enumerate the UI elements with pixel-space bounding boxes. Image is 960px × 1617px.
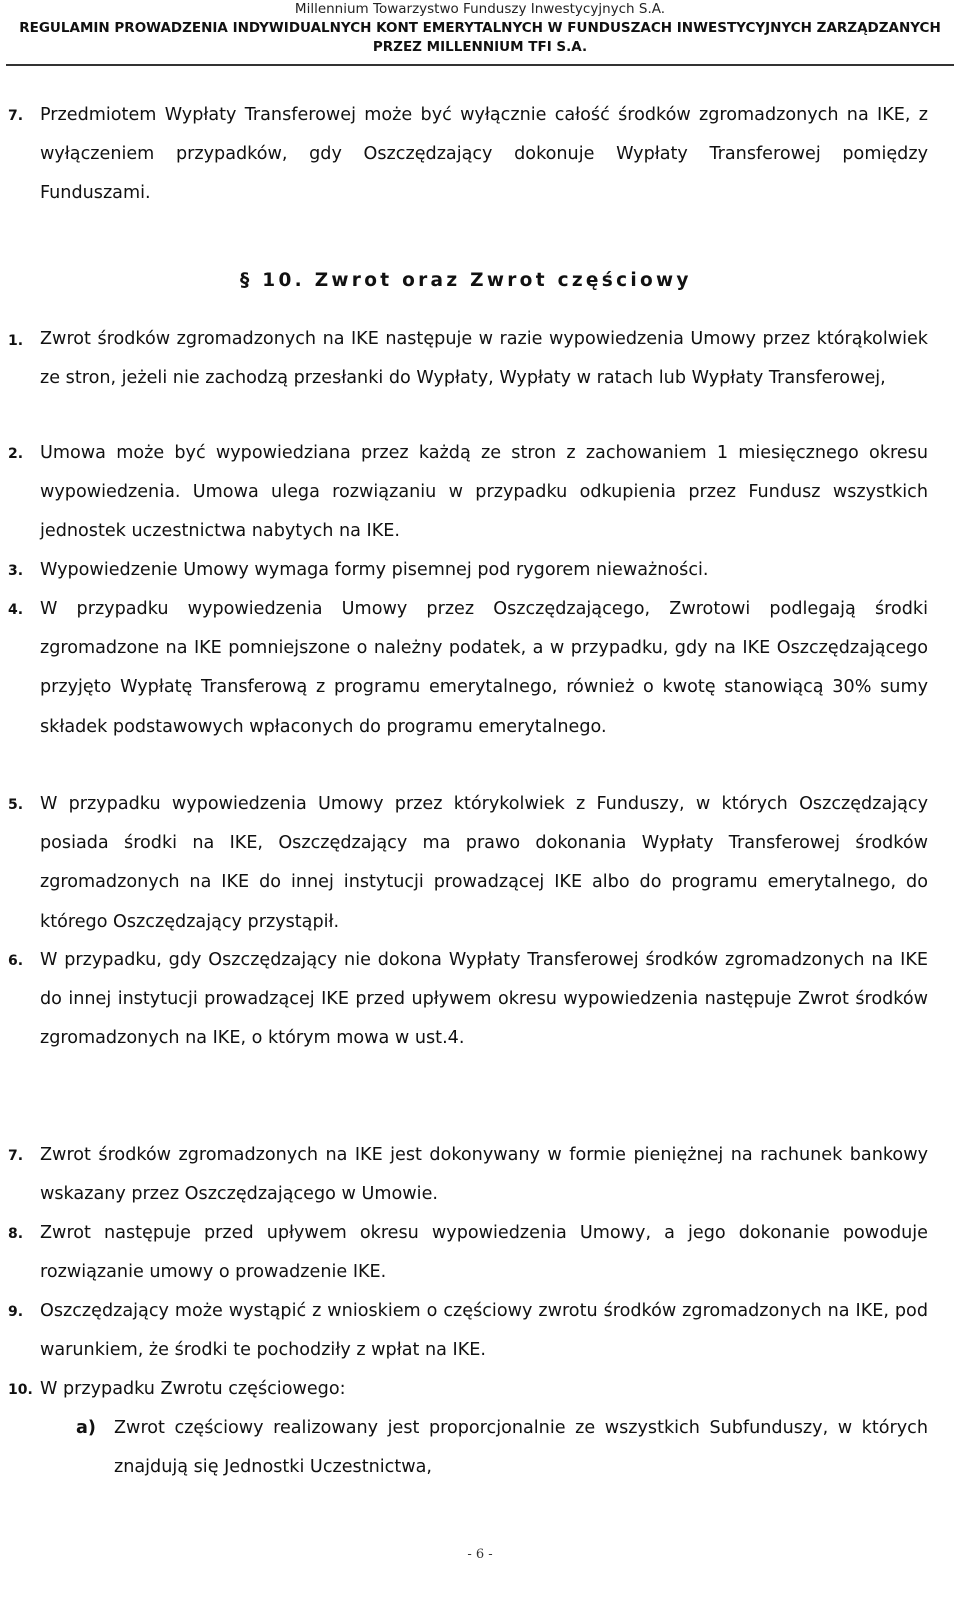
document-title-line1: REGULAMIN PROWADZENIA INDYWIDUALNYCH KONT EMERYTALNYCH W FUNDUSZACH INWESTYCYJNYCH ZARZĄDZANYCH [19, 20, 941, 36]
list-item-number: 8. [8, 1226, 24, 1242]
list-item-number: 10. [8, 1382, 33, 1398]
list-item-text: Wypowiedzenie Umowy wymaga formy pisemnej pod rygorem nieważności. [40, 560, 709, 580]
list-item-text: W przypadku wypowiedzenia Umowy przez Oszczędzającego, Zwrotowi podlegają środki zgromadzone na IKE pomniejszone o należny podatek, a w przypadku, gdy na IKE Oszczędzającego przyjęto Wypłatę Transferową z programu emerytalnego, również o kwotę stanowiącą 30% sumy składek podstawowych wpłaconych do programu emerytalnego. [40, 599, 928, 737]
page-header [0, 0, 960, 57]
list-item-text: Zwrot środków zgromadzonych na IKE następuje w razie wypowiedzenia Umowy przez którąkolwiek ze stron, jeżeli nie zachodzą przesłanki do Wypłaty, Wypłaty w ratach lub Wypłaty Transferowej, [40, 329, 928, 389]
list-item-number: 3. [8, 563, 24, 579]
list-item-number: 4. [8, 602, 24, 618]
list-item-text: Zwrot następuje przed upływem okresu wypowiedzenia Umowy, a jego dokonanie powoduje rozwiązanie umowy o prowadzenie IKE. [40, 1223, 928, 1283]
list-item-text: Oszczędzający może wystąpić z wnioskiem o częściowy zwrotu środków zgromadzonych na IKE, pod warunkiem, że środki te pochodziły z wpłat na IKE. [40, 1301, 928, 1361]
paragraph-text: Przedmiotem Wypłaty Transferowej może być wyłącznie całość środków zgromadzonych na IKE, z wyłączeniem przypadków, gdy Oszczędzający dokonuje Wypłaty Transferowej pomiędzy Funduszami. [40, 105, 928, 204]
company-name: Millennium Towarzystwo Funduszy Inwestycyjnych S.A. [294, 1, 666, 17]
header-divider [6, 64, 954, 66]
list-item-number: 2. [8, 446, 24, 462]
list-item-number: 7. [8, 1148, 24, 1164]
section-title: § 10. Zwrot oraz Zwrot częściowy [240, 270, 692, 291]
list-item-text: Umowa może być wypowiedziana przez każdą ze stron z zachowaniem 1 miesięcznego okresu wypowiedzenia. Umowa ulega rozwiązaniu w przypadku odkupienia przez Fundusz wszystkich jednostek uczestnictwa nabytych na IKE. [40, 443, 928, 542]
list-item-number: 1. [8, 333, 24, 349]
list-item-number: 5. [8, 797, 24, 813]
sub-list-item-letter: a) [76, 1418, 96, 1438]
list-item-number: 9. [8, 1304, 24, 1320]
page-number: - 6 - [467, 1547, 493, 1562]
document-title-line2: PRZEZ MILLENNIUM TFI S.A. [372, 39, 588, 55]
list-item-text: Zwrot środków zgromadzonych na IKE jest dokonywany w formie pieniężnej na rachunek bankowy wskazany przez Oszczędzającego w Umowie. [40, 1145, 928, 1205]
paragraph-number: 7. [8, 108, 24, 124]
list-item-text: W przypadku Zwrotu częściowego: [40, 1379, 346, 1399]
list-item-number: 6. [8, 953, 24, 969]
sub-list-item-text: Zwrot częściowy realizowany jest proporcjonalnie ze wszystkich Subfunduszy, w których znajdują się Jednostki Uczestnictwa, [114, 1418, 928, 1478]
list-item-text: W przypadku, gdy Oszczędzający nie dokona Wypłaty Transferowej środków zgromadzonych na IKE do innej instytucji prowadzącej IKE przed upływem okresu wypowiedzenia następuje Zwrot środków zgromadzonych na IKE, o którym mowa w ust.4. [40, 950, 928, 1049]
list-item-text: W przypadku wypowiedzenia Umowy przez którykolwiek z Funduszy, w których Oszczędzający posiada środki na IKE, Oszczędzający ma prawo dokonania Wypłaty Transferowej środków zgromadzonych na IKE do innej instytucji prowadzącej IKE albo do programu emerytalnego, do którego Oszczędzający przystąpił. [40, 794, 928, 932]
